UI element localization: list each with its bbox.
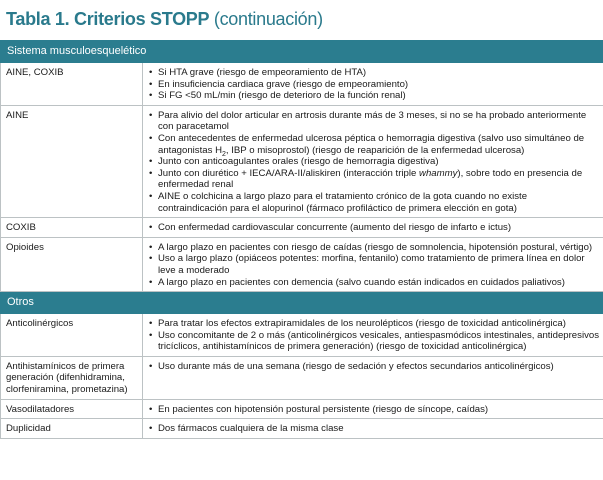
criteria-cell bbox=[143, 356, 603, 399]
criteria-list bbox=[148, 404, 599, 416]
criteria-item: • Junto con anticoagulantes orales (riesgo de hemorragia digestiva) bbox=[148, 156, 599, 168]
table-row bbox=[1, 105, 603, 217]
section-header: Sistema musculoesquelético bbox=[1, 41, 603, 63]
criteria-cell bbox=[143, 314, 603, 357]
table-title-main: Tabla 1. Criterios STOPP bbox=[6, 9, 210, 29]
criteria-item: • Si FG <50 mL/min (riesgo de deterioro de la función renal) bbox=[148, 90, 599, 102]
criteria-item: • Uso concomitante de 2 o más (anticolinérgicos vesicales, antiespasmódicos intestinales, antidepresivos tricíclicos, antihistamínicos de primera generación) (riesgo de toxicidad anticolinérgica) bbox=[148, 330, 599, 353]
table-row bbox=[1, 237, 603, 291]
criteria-item: • AINE o colchicina a largo plazo para el tratamiento crónico de la gota cuando no existe contraindicación para el alopurinol (fármaco profiláctico de primera elección en gota) bbox=[148, 191, 599, 214]
criteria-item: • Para tratar los efectos extrapiramidales de los neurolépticos (riesgo de toxicidad anticolinérgica) bbox=[148, 318, 599, 330]
criteria-list bbox=[148, 242, 599, 288]
table-row bbox=[1, 399, 603, 419]
criteria-item: • Para alivio del dolor articular en artrosis durante más de 3 meses, si no se ha probado anteriormente con paracetamol bbox=[148, 110, 599, 133]
drug-cell: AINE bbox=[1, 105, 143, 217]
drug-cell: AINE, COXIB bbox=[1, 63, 143, 106]
criteria-list bbox=[148, 423, 599, 435]
drug-cell: Anticolinérgicos bbox=[1, 314, 143, 357]
criteria-cell bbox=[143, 419, 603, 439]
stopp-criteria-table bbox=[0, 40, 603, 439]
criteria-item: • Uso durante más de una semana (riesgo de sedación y efectos secundarios anticolinérgicos) bbox=[148, 361, 599, 373]
table-title-continuation: (continuación) bbox=[213, 9, 323, 29]
criteria-item: • En pacientes con hipotensión postural persistente (riesgo de síncope, caídas) bbox=[148, 404, 599, 416]
criteria-item: • Junto con diurético + IECA/ARA-II/aliskiren (interacción triple whammy), sobre todo en presencia de enfermedad renal bbox=[148, 168, 599, 191]
drug-cell: COXIB bbox=[1, 218, 143, 238]
criteria-item: • Dos fármacos cualquiera de la misma clase bbox=[148, 423, 599, 435]
criteria-item: • En insuficiencia cardiaca grave (riesgo de empeoramiento) bbox=[148, 79, 599, 91]
criteria-list bbox=[148, 318, 599, 353]
criteria-list bbox=[148, 110, 599, 214]
criteria-cell bbox=[143, 105, 603, 217]
criteria-item: • Con antecedentes de enfermedad ulcerosa péptica o hemorragia digestiva (salvo uso simultáneo de antagonistas $H_2$, IBP o misoprostol) (riesgo de reaparición de la enfermedad ulcerosa) bbox=[148, 133, 599, 156]
table-row bbox=[1, 419, 603, 439]
criteria-list bbox=[148, 67, 599, 102]
drug-cell: Opioides bbox=[1, 237, 143, 291]
drug-cell: Antihistamínicos de primera generación (difenhidramina, clorfeniramina, prometazina) bbox=[1, 356, 143, 399]
drug-cell: Duplicidad bbox=[1, 419, 143, 439]
criteria-item: • A largo plazo en pacientes con demencia (salvo cuando están indicados en cuidados paliativos) bbox=[148, 277, 599, 289]
criteria-item: • Con enfermedad cardiovascular concurrente (aumento del riesgo de infarto e ictus) bbox=[148, 222, 599, 234]
criteria-cell bbox=[143, 63, 603, 106]
section-header: Otros bbox=[1, 292, 603, 314]
criteria-list bbox=[148, 222, 599, 234]
drug-cell: Vasodilatadores bbox=[1, 399, 143, 419]
criteria-cell bbox=[143, 218, 603, 238]
criteria-list bbox=[148, 361, 599, 373]
criteria-item: • A largo plazo en pacientes con riesgo de caídas (riesgo de somnolencia, hipotensión postural, vértigo) bbox=[148, 242, 599, 254]
section-header-row bbox=[1, 41, 603, 63]
table-row bbox=[1, 218, 603, 238]
criteria-cell bbox=[143, 237, 603, 291]
criteria-item: • Si HTA grave (riesgo de empeoramiento de HTA) bbox=[148, 67, 599, 79]
criteria-item: • Uso a largo plazo (opiáceos potentes: morfina, fentanilo) como tratamiento de primera línea en dolor leve a moderado bbox=[148, 253, 599, 276]
table-row bbox=[1, 63, 603, 106]
table-row bbox=[1, 314, 603, 357]
table-title bbox=[6, 8, 323, 30]
criteria-cell bbox=[143, 399, 603, 419]
table-row bbox=[1, 356, 603, 399]
section-header-row bbox=[1, 292, 603, 314]
